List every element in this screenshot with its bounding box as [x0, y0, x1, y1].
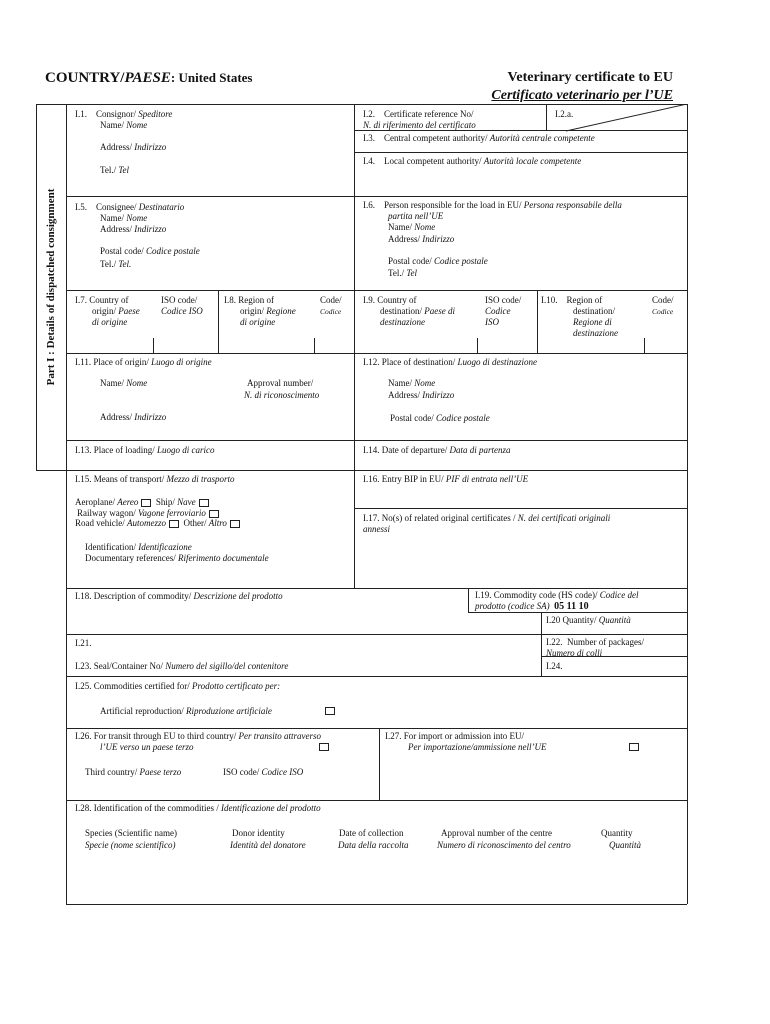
- i1-tel: Tel./ Tel: [100, 165, 130, 175]
- field-i17: I.17. No(s) of related original certificates / N. dei certificati originali: [363, 513, 611, 523]
- cert-title: Veterinary certificate to EU: [507, 70, 673, 85]
- field-i20: I.20 Quantity/ Quantità: [546, 615, 631, 625]
- i26-iso: ISO code/ Codice ISO: [223, 767, 304, 777]
- i6-tel: Tel./ Tel: [388, 268, 418, 278]
- railway-checkbox[interactable]: [209, 510, 219, 518]
- field-i15: I.15. Means of transport/ Mezzo di trasporto: [75, 474, 235, 484]
- field-i22: I.22. Number of packages/: [546, 637, 644, 647]
- i19-line2: prodotto (codice SA) 05 11 10: [475, 601, 589, 612]
- i5-postal: Postal code/ Codice postale: [100, 246, 200, 256]
- country-value: : United States: [170, 70, 253, 85]
- field-i14: I.14. Date of departure/ Data di partenza: [363, 445, 511, 455]
- field-i13: I.13. Place of loading/ Luogo di carico: [75, 445, 215, 455]
- field-i7: I.7. Country of: [75, 295, 129, 305]
- field-i24: I.24.: [546, 661, 563, 671]
- i28-col-date: Date of collection: [339, 828, 404, 838]
- i15-documents: Documentary references/ Riferimento documentale: [85, 553, 269, 563]
- i28-col-quantity: Quantity: [601, 828, 633, 838]
- i9-line3: destinazione: [380, 317, 425, 327]
- field-i12: I.12. Place of destination/ Luogo di destinazione: [363, 357, 537, 367]
- i7-iso-it: Codice ISO: [161, 306, 203, 316]
- i7-line2: origin/ Paese: [92, 306, 140, 316]
- i10-line4: destinazione: [573, 328, 618, 338]
- i15-air-ship: Aeroplane/ Aereo Ship/ Nave: [75, 497, 209, 508]
- field-i3: I.3. Central competent authority/ Autorità centrale competente: [363, 133, 595, 143]
- i6-it2: partita nell’UE: [388, 211, 444, 221]
- field-i8: I.8. Region of: [224, 295, 274, 305]
- i28-col-species: Species (Scientific name): [85, 828, 177, 838]
- i6-address: Address/ Indirizzo: [388, 234, 455, 244]
- field-i1: I.1. Consignor/ Speditore: [75, 109, 173, 119]
- i27-it: Per importazione/ammissione nell’UE: [408, 742, 547, 752]
- i10-line3: Regione di: [573, 317, 612, 327]
- i9-line2: destination/ Paese di: [380, 306, 455, 316]
- field-i18: I.18. Description of commodity/ Descrizione del prodotto: [75, 591, 283, 601]
- i28-col-quantity-it: Quantità: [609, 840, 642, 850]
- i5-address: Address/ Indirizzo: [100, 224, 167, 234]
- field-i6: I.6. Person responsible for the load in EU/ Persona responsabile della: [363, 200, 622, 210]
- i1-name: Name/ Nome: [100, 120, 148, 130]
- i6-postal: Postal code/ Codice postale: [388, 256, 488, 266]
- country-label-it: PAESE: [124, 70, 171, 86]
- i11-address: Address/ Indirizzo: [100, 412, 167, 422]
- i11-name: Name/ Nome: [100, 378, 148, 388]
- i12-postal: Postal code/ Codice postale: [390, 413, 490, 423]
- i7-line3: di origine: [92, 317, 128, 327]
- other-transport-checkbox[interactable]: [230, 520, 240, 528]
- field-i21: I.21.: [75, 638, 92, 648]
- transit-checkbox[interactable]: [319, 743, 329, 751]
- i9-iso-it1: Codice: [485, 306, 511, 316]
- field-i4: I.4. Local competent authority/ Autorità locale competente: [363, 156, 582, 166]
- i28-col-approval: Approval number of the centre: [441, 828, 552, 838]
- i17-it2: annessi: [363, 524, 390, 534]
- i15-road-other: Road vehicle/ Automezzo Other/ Altro: [75, 518, 240, 529]
- i5-tel: Tel./ Tel.: [100, 259, 132, 269]
- i11-approval: Approval number/: [247, 378, 314, 388]
- i10-code: Code/: [652, 295, 674, 305]
- i28-col-donor: Donor identity: [232, 828, 285, 838]
- ship-checkbox[interactable]: [199, 499, 209, 507]
- i10-line2: destination/: [573, 306, 615, 316]
- field-i23: I.23. Seal/Container No/ Numero del sigillo/del contenitore: [75, 661, 289, 671]
- field-i11: I.11. Place of origin/ Luogo di origine: [75, 357, 212, 367]
- commodity-code-value: 05 11 10: [554, 601, 589, 612]
- field-i10: I.10. Region of: [541, 295, 603, 305]
- i10-code-it: Codice: [652, 307, 674, 316]
- i8-code-it: Codice: [320, 307, 342, 316]
- i6-name: Name/ Nome: [388, 222, 436, 232]
- field-i16: I.16. Entry BIP in EU/ PIF di entrata nell’UE: [363, 474, 529, 484]
- road-checkbox[interactable]: [169, 520, 179, 528]
- field-i2: I.2. Certificate reference No/: [363, 109, 474, 119]
- i15-rail: Railway wagon/ Vagone ferroviario: [77, 508, 219, 519]
- i8-line2: origin/ Regione: [240, 306, 296, 316]
- i28-col-date-it: Data della raccolta: [338, 840, 409, 850]
- field-i28: I.28. Identification of the commodities / Identificazione del prodotto: [75, 803, 321, 813]
- i11-approval-it: N. di riconoscimento: [244, 390, 320, 400]
- i26-third-country: Third country/ Paese terzo: [85, 767, 182, 777]
- i9-iso-it2: ISO: [485, 317, 499, 327]
- i9-iso: ISO code/: [485, 295, 522, 305]
- i8-line3: di origine: [240, 317, 276, 327]
- field-i25: I.25. Commodities certified for/ Prodotto certificato per:: [75, 681, 281, 691]
- i26-it2: l’UE verso un paese terzo: [100, 742, 194, 752]
- field-i26: I.26. For transit through EU to third country/ Per transito attraverso: [75, 731, 321, 741]
- i15-identification: Identification/ Identificazione: [85, 542, 192, 552]
- i8-code: Code/: [320, 295, 342, 305]
- i5-name: Name/ Nome: [100, 213, 148, 223]
- i12-address: Address/ Indirizzo: [388, 390, 455, 400]
- artificial-reproduction-checkbox[interactable]: [325, 707, 335, 715]
- field-i27: I.27. For import or admission into EU/: [385, 731, 524, 741]
- country-header: [45, 70, 253, 87]
- i1-address: Address/ Indirizzo: [100, 142, 167, 152]
- i2-it: N. di riferimento del certificato: [363, 120, 476, 130]
- field-i9: I.9. Country of: [363, 295, 417, 305]
- i28-col-species-it: Specie (nome scientifico): [85, 840, 176, 850]
- country-label: COUNTRY/: [45, 70, 125, 86]
- field-i5: I.5. Consignee/ Destinatario: [75, 202, 185, 212]
- field-i19: I.19. Commodity code (HS code)/ Codice del: [475, 590, 639, 600]
- i7-iso: ISO code/: [161, 295, 198, 305]
- aeroplane-checkbox[interactable]: [141, 499, 151, 507]
- field-i2a: I.2.a.: [555, 109, 574, 119]
- i28-col-approval-it: Numero di riconoscimento del centro: [437, 840, 571, 850]
- i22-it: Numero di colli: [546, 648, 603, 658]
- cert-title-it: Certificato veterinario per l’UE: [491, 88, 673, 103]
- i12-name: Name/ Nome: [388, 378, 436, 388]
- import-checkbox[interactable]: [629, 743, 639, 751]
- part-one-side-label: Part I : Details of dispatched consignment: [45, 188, 57, 386]
- i25-option: Artificial reproduction/ Riproduzione artificiale: [100, 706, 272, 716]
- i28-col-donor-it: Identità del donatore: [230, 840, 306, 850]
